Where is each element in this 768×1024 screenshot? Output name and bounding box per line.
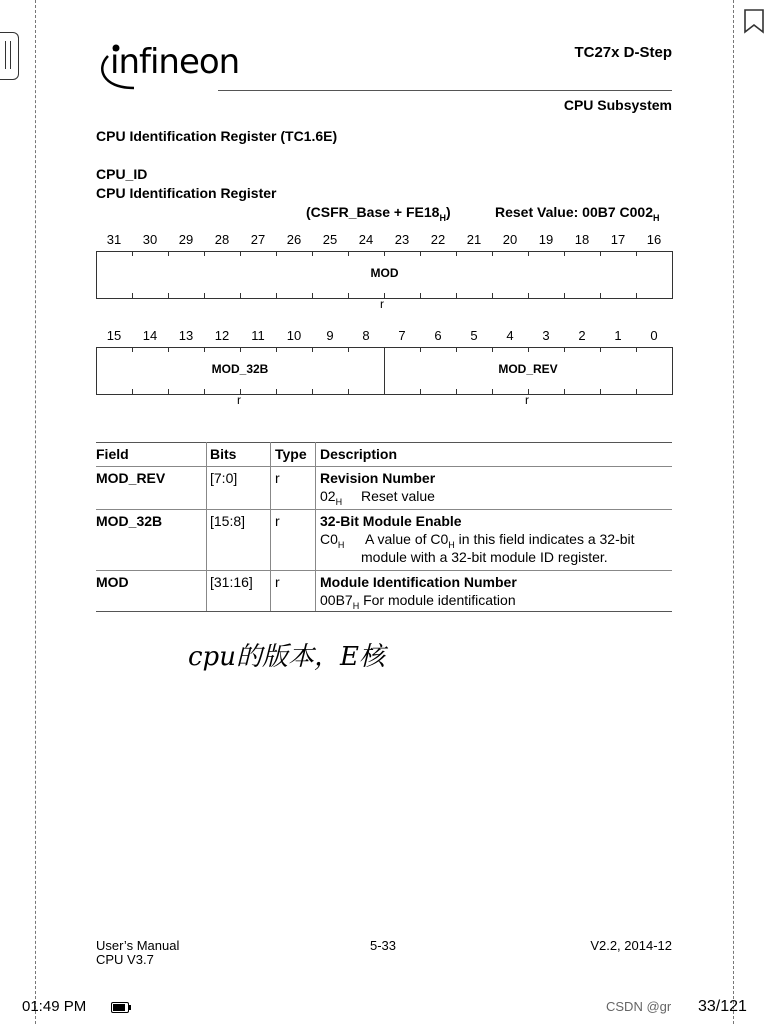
value-text: 02	[320, 488, 336, 504]
row-desc-title: 32-Bit Module Enable	[320, 513, 462, 529]
field-modrev-access: r	[525, 393, 529, 407]
footer-left-line1: User’s Manual	[96, 938, 180, 953]
address-text: (CSFR_Base + FE18	[306, 204, 440, 220]
bit-tick	[384, 293, 385, 298]
side-menu-handle[interactable]	[0, 32, 19, 80]
bit-number: 12	[214, 328, 230, 343]
bit-tick	[528, 293, 529, 298]
field-mod32b-label: MOD_32B	[211, 362, 269, 376]
bit-tick	[492, 389, 493, 394]
bit-tick	[636, 251, 637, 256]
reset-subscript: H	[652, 212, 660, 223]
bit-tick	[456, 389, 457, 394]
right-margin-line	[733, 0, 734, 1024]
bit-tick	[600, 293, 601, 298]
field-mod32b-access: r	[237, 393, 241, 407]
row-field: MOD	[96, 574, 129, 590]
row-field: MOD_32B	[96, 513, 163, 529]
bit-number: 8	[362, 328, 370, 343]
bit-tick	[492, 347, 493, 352]
bit-tick	[312, 293, 313, 298]
bit-tick	[168, 389, 169, 394]
address-suffix: )	[445, 204, 451, 220]
bit-tick	[600, 389, 601, 394]
row-desc-text-cont: module with a 32-bit module ID register.	[361, 549, 608, 565]
bit-tick	[528, 251, 529, 256]
bit-number: 27	[250, 232, 266, 247]
bit-tick	[204, 251, 205, 256]
bit-number: 13	[178, 328, 194, 343]
bit-number: 7	[398, 328, 406, 343]
register-address	[306, 204, 451, 223]
row-bits: [7:0]	[210, 470, 238, 486]
bit-number: 6	[434, 328, 442, 343]
bit-tick	[240, 347, 241, 352]
footer-version: V2.2, 2014-12	[590, 938, 672, 953]
bit-tick	[564, 251, 565, 256]
bit-tick	[420, 293, 421, 298]
row-desc-title: Module Identification Number	[320, 574, 517, 590]
row-desc-title: Revision Number	[320, 470, 436, 486]
row-field: MOD_REV	[96, 470, 166, 486]
value-subscript: H	[335, 496, 343, 507]
bit-tick	[348, 293, 349, 298]
value-text: 00B7	[320, 592, 353, 608]
bit-number: 15	[106, 328, 122, 343]
table-header-type: Type	[275, 446, 307, 462]
bookmark-icon[interactable]	[743, 8, 765, 34]
bit-tick	[204, 347, 205, 352]
status-time: 01:49 PM	[22, 998, 87, 1015]
bit-number: 14	[142, 328, 158, 343]
bit-tick	[492, 251, 493, 256]
bit-number: 0	[650, 328, 658, 343]
row-bits: [31:16]	[210, 574, 253, 590]
bit-tick	[600, 347, 601, 352]
table-header-field: Field	[96, 446, 129, 462]
table-header-bits: Bits	[210, 446, 237, 462]
bit-tick	[312, 251, 313, 256]
field-modrev-label: MOD_REV	[498, 362, 558, 376]
bit-tick	[276, 347, 277, 352]
doc-title: TC27x D-Step	[574, 44, 672, 61]
bit-number: 24	[358, 232, 374, 247]
bit-tick	[132, 347, 133, 352]
bit-number: 23	[394, 232, 410, 247]
register-heading: CPU Identification Register (TC1.6E)	[96, 128, 338, 144]
row-desc-text: Reset value	[361, 488, 435, 504]
bit-tick	[636, 389, 637, 394]
bit-number: 29	[178, 232, 194, 247]
bit-tick	[492, 293, 493, 298]
bit-number: 28	[214, 232, 230, 247]
bit-tick	[312, 347, 313, 352]
bit-number: 20	[502, 232, 518, 247]
value-subscript: H	[337, 539, 345, 550]
row-desc-detail	[320, 531, 344, 550]
row-type: r	[275, 513, 280, 529]
bit-tick	[564, 293, 565, 298]
page-indicator[interactable]: 33/121	[698, 998, 747, 1015]
bit-number: 17	[610, 232, 626, 247]
bit-tick	[276, 251, 277, 256]
bit-tick	[636, 347, 637, 352]
bit-tick	[312, 389, 313, 394]
bit-number: 9	[326, 328, 334, 343]
bit-tick	[456, 251, 457, 256]
bit-number: 26	[286, 232, 302, 247]
bit-tick	[132, 293, 133, 298]
bit-tick	[240, 293, 241, 298]
row-type: r	[275, 470, 280, 486]
bit-tick	[420, 347, 421, 352]
footer-page-number: 5-33	[370, 938, 397, 953]
bit-tick	[348, 389, 349, 394]
row-type: r	[275, 574, 280, 590]
footer-left-line2: CPU V3.7	[96, 952, 154, 967]
bit-tick	[168, 293, 169, 298]
bit-tick	[276, 389, 277, 394]
bit-number: 4	[506, 328, 514, 343]
row-desc-detail	[320, 488, 342, 507]
bit-tick	[132, 389, 133, 394]
csdn-watermark: CSDN @gr	[606, 999, 672, 1014]
bit-tick	[456, 347, 457, 352]
bit-tick	[420, 251, 421, 256]
bit-number: 2	[578, 328, 586, 343]
bit-tick	[204, 293, 205, 298]
bit-number: 21	[466, 232, 482, 247]
bit-tick	[456, 293, 457, 298]
bit-number: 3	[542, 328, 550, 343]
desc-text-a: A value of C0	[365, 531, 449, 547]
address-subscript: H	[439, 212, 446, 223]
bit-tick	[168, 251, 169, 256]
left-margin-line	[35, 0, 36, 1024]
value-subscript: H	[352, 600, 360, 611]
field-mod-access: r	[380, 297, 384, 311]
table-header-description: Description	[320, 446, 398, 462]
value-text: C0	[320, 531, 338, 547]
bit-tick	[564, 347, 565, 352]
bit-number: 18	[574, 232, 590, 247]
bit-number: 5	[470, 328, 478, 343]
battery-icon	[111, 1002, 129, 1013]
bit-tick	[240, 251, 241, 256]
row-desc-text	[365, 531, 635, 550]
row-bits: [15:8]	[210, 513, 246, 529]
bit-number: 25	[322, 232, 338, 247]
desc-text-b: in this field indicates a 32-bit	[454, 531, 635, 547]
bit-tick	[600, 251, 601, 256]
row-desc-detail	[320, 592, 516, 611]
bit-tick	[564, 389, 565, 394]
bit-tick	[168, 347, 169, 352]
logo-text: infineon	[110, 42, 240, 82]
bit-tick	[348, 347, 349, 352]
bit-number: 11	[251, 328, 265, 343]
bit-tick	[132, 251, 133, 256]
bit-number: 1	[614, 328, 622, 343]
logo	[94, 38, 240, 90]
row-desc-text: For module identification	[363, 592, 516, 608]
bit-number: 16	[646, 232, 662, 247]
bit-tick	[384, 251, 385, 256]
bit-tick	[420, 389, 421, 394]
register-full-name: CPU Identification Register	[96, 185, 277, 201]
desc-text-subscript: H	[448, 539, 455, 550]
handwritten-note: cpu的版本，E核	[188, 642, 385, 672]
bit-number: 22	[430, 232, 446, 247]
bit-tick	[204, 389, 205, 394]
bit-number: 31	[106, 232, 122, 247]
bit-tick	[276, 293, 277, 298]
bit-tick	[636, 293, 637, 298]
bit-number: 19	[538, 232, 554, 247]
reset-value	[495, 204, 659, 223]
section-title: CPU Subsystem	[563, 97, 672, 113]
field-mod-label: MOD	[370, 266, 399, 280]
bit-tick	[348, 251, 349, 256]
bit-tick	[528, 347, 529, 352]
header-rule	[218, 90, 672, 91]
register-name: CPU_ID	[96, 166, 148, 182]
bit-number: 10	[286, 328, 302, 343]
bit-number: 30	[142, 232, 158, 247]
reset-text: Reset Value: 00B7 C002	[495, 204, 653, 220]
